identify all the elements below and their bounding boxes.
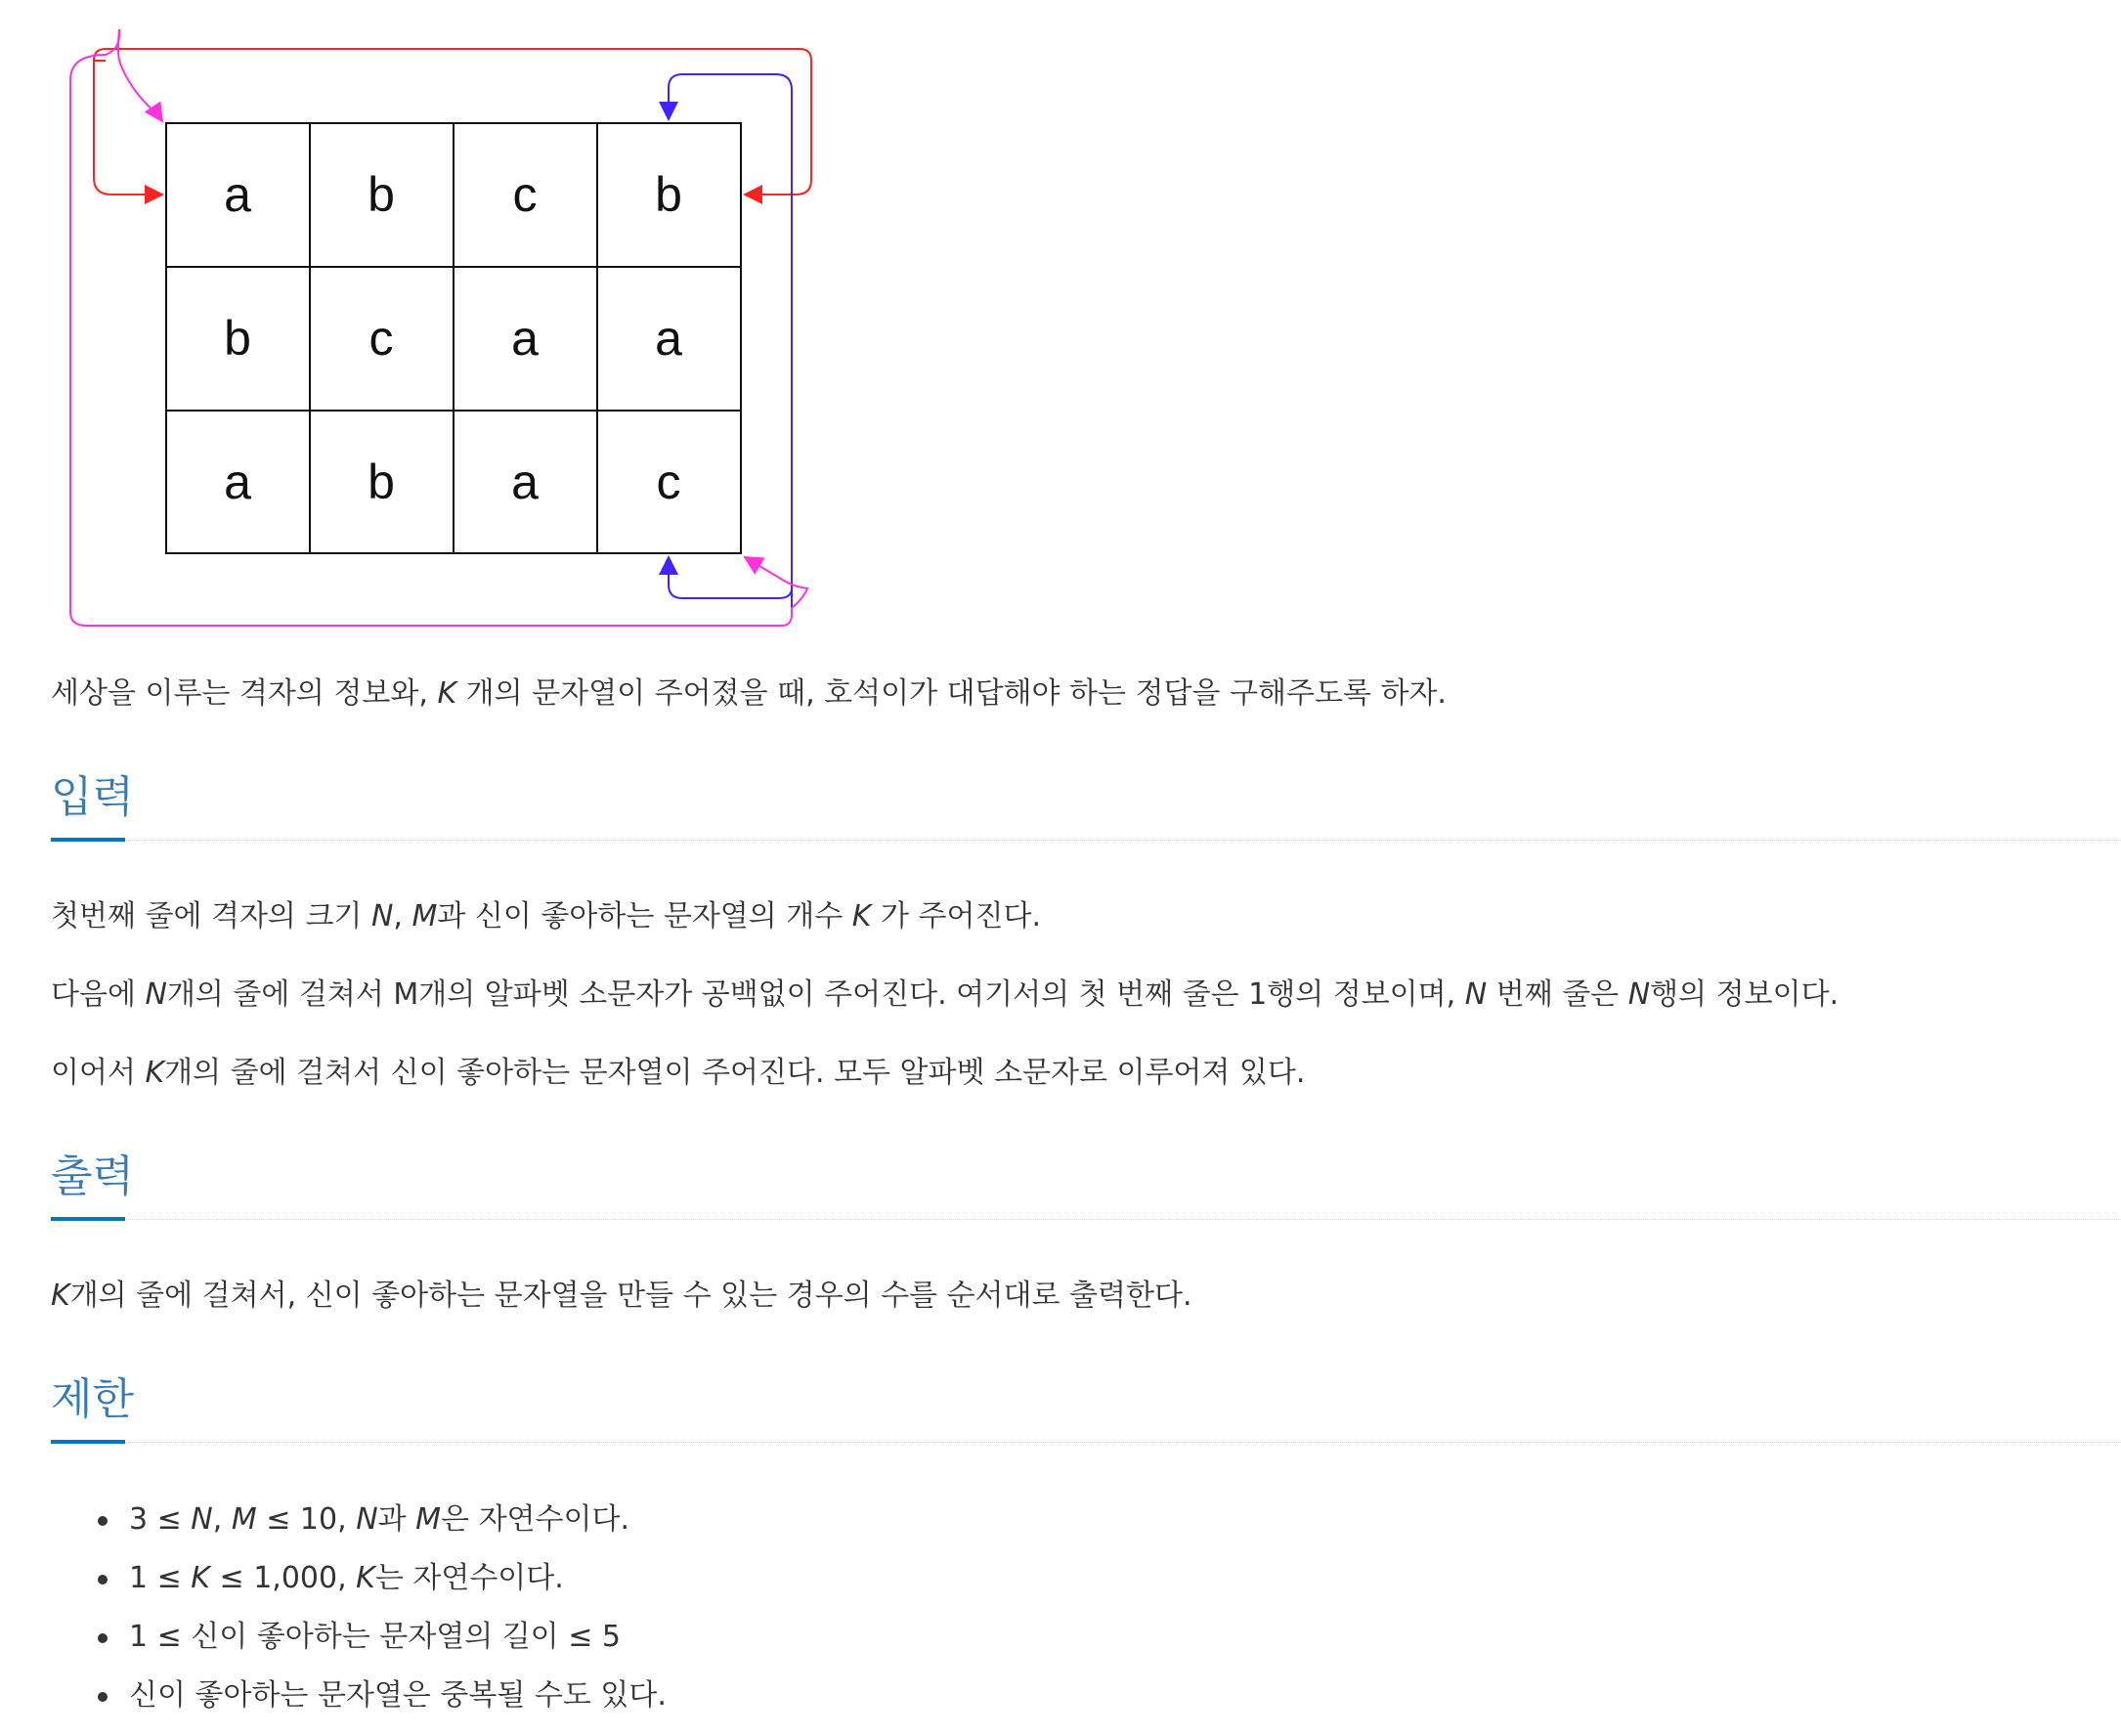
- limit-heading-title: 제한: [51, 1374, 135, 1424]
- bullet-icon: [98, 1516, 108, 1526]
- heading-divider: [51, 1219, 2121, 1220]
- blue-wrap-arrow-bottom: [669, 557, 792, 598]
- limit-item-3: 1 ≤ 신이 좋아하는 문자열의 길이 ≤ 5: [98, 1618, 667, 1676]
- heading-underline-accent: [51, 1217, 125, 1221]
- red-wrap-line-top: [106, 49, 811, 195]
- heading-underline-accent: [51, 838, 125, 842]
- red-wrap-arrow-left: [94, 49, 162, 195]
- input-heading: [51, 768, 2121, 841]
- cell-r2c2: c: [368, 311, 394, 366]
- cell-r3c1: a: [224, 455, 251, 509]
- input-paragraph-2: 다음에 N개의 줄에 걸쳐서 M개의 알파벳 소문자가 공백없이 주어진다. 여기서의 첫 번째 줄은 1행의 정보이며, N 번째 줄은 N행의 정보이다.: [51, 977, 1840, 1012]
- limit-list: [98, 1500, 667, 1735]
- cell-r1c4: b: [655, 167, 682, 222]
- cell-r3c4: c: [656, 455, 681, 509]
- bullet-icon: [98, 1575, 108, 1584]
- bullet-icon: [98, 1692, 108, 1702]
- cell-r2c4: a: [655, 311, 682, 366]
- cell-r1c3: c: [512, 167, 538, 222]
- cell-r2c3: a: [511, 311, 539, 366]
- cell-r1c1: a: [224, 167, 251, 222]
- cell-r1c2: b: [368, 167, 395, 222]
- pink-wrap-arrow-top-left: [118, 29, 162, 121]
- heading-divider: [51, 840, 2121, 841]
- intro-paragraph: 세상을 이루는 격자의 정보와, K 개의 문자열이 주어졌을 때, 호석이가 대답해야 하는 정답을 구해주도록 하자.: [51, 676, 1447, 711]
- limit-item-4: 신이 좋아하는 문자열은 중복될 수도 있다.: [98, 1676, 667, 1735]
- input-paragraph-1: 첫번째 줄에 격자의 크기 N, M과 신이 좋아하는 문자열의 개수 K 가 주어진다.: [51, 899, 1041, 933]
- limit-heading: [51, 1370, 2121, 1443]
- output-paragraph: K개의 줄에 걸쳐서, 신이 좋아하는 문자열을 만들 수 있는 경우의 수를 순서대로 출력한다.: [51, 1279, 1192, 1313]
- pink-wrap-loop: [70, 29, 807, 626]
- torus-grid-diagram: [61, 22, 843, 637]
- cell-r3c2: b: [368, 455, 395, 509]
- input-paragraph-3: 이어서 K개의 줄에 걸쳐서 신이 좋아하는 문자열이 주어진다. 모두 알파벳 소문자로 이루어져 있다.: [51, 1056, 1306, 1090]
- cell-r2c1: b: [224, 311, 251, 366]
- limit-item-2: 1 ≤ K ≤ 1,000, K는 자연수이다.: [98, 1559, 667, 1618]
- blue-wrap-arrow-top: [669, 74, 792, 608]
- input-heading-title: 입력: [51, 772, 135, 822]
- heading-divider: [51, 1442, 2121, 1443]
- limit-item-1: 3 ≤ N, M ≤ 10, N과 M은 자연수이다.: [98, 1500, 667, 1559]
- bullet-icon: [98, 1633, 108, 1643]
- heading-underline-accent: [51, 1440, 125, 1444]
- output-heading: [51, 1148, 2121, 1220]
- cell-r3c3: a: [511, 455, 539, 509]
- output-heading-title: 출력: [51, 1151, 135, 1201]
